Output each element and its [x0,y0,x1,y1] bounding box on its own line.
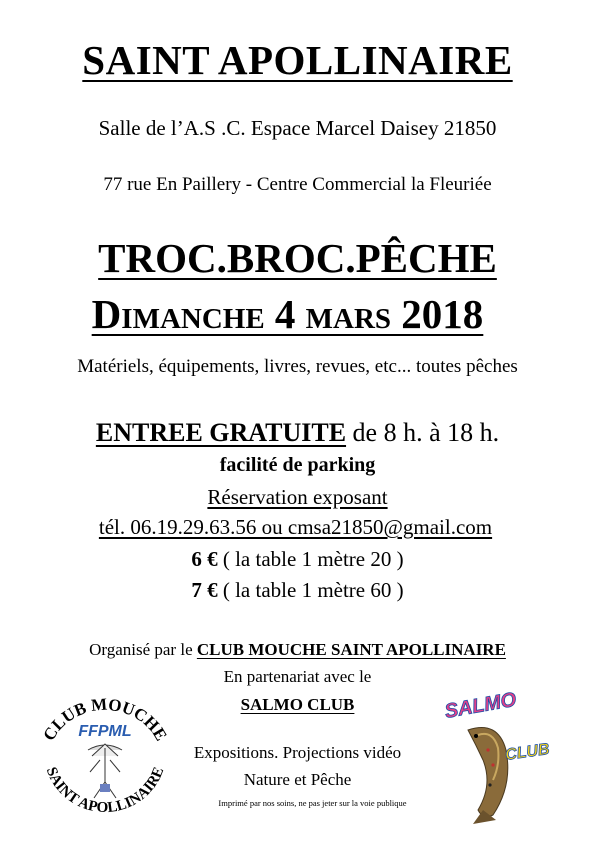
organizer-line [0,640,595,660]
entry-free: ENTREE GRATUITE [95,418,347,447]
entry-hours: de 8 h. à 18 h. [346,418,500,447]
contact-line: tél. 06.19.29.63.56 ou cmsa21850@gmail.com [98,515,493,539]
venue-line-2: 77 rue En Paillery - Centre Commercial la Fleuriée [103,174,492,195]
imprint-note: Imprimé par nos soins, ne pas jeter sur la voie publique [218,798,407,808]
organizer-prefix: Organisé par le [89,640,197,659]
event-name: TROC.BROC.PÊCHE [98,235,497,281]
price-1-amount: 6 € [191,547,218,571]
club-mouche-logo [30,690,180,820]
event-items: Matériels, équipements, livres, revues, etc... toutes pêches [77,356,518,377]
organizer-name: CLUB MOUCHE SAINT APOLLINAIRE [196,640,506,659]
logo-left-top-text: CLUB MOUCHE [39,694,171,744]
price-line-1 [0,547,595,572]
price-1-detail: ( la table 1 mètre 20 ) [217,547,404,571]
price-line-2 [0,578,595,603]
page-title: SAINT APOLLINAIRE [82,37,513,83]
price-2-amount: 7 € [191,578,218,602]
partnership-line: En partenariat avec le [223,667,372,686]
event-date: Dimanche 4 mars 2018 [91,291,484,337]
salmo-club-logo [438,690,568,830]
small-emblem-icon [100,784,110,792]
exhibitions-line: Expositions. Projections vidéo [193,743,402,762]
club-mouche-logo-svg [30,690,180,820]
parking-note: facilité de parking [219,454,376,476]
club-text: CLUB [504,740,551,764]
partner-name: SALMO CLUB [240,695,355,714]
ffpml-text: FFPML [78,723,132,740]
reservation-label: Réservation exposant [207,485,388,509]
venue-line-1: Salle de l’A.S .C. Espace Marcel Daisey 21850 [98,116,497,140]
theme-line: Nature et Pêche [243,770,352,789]
salmo-club-logo-svg [438,690,568,830]
salmo-text: SALMO [443,690,518,723]
trout-icon [468,728,508,825]
price-2-detail: ( la table 1 mètre 60 ) [217,578,404,602]
entry-line [0,418,595,448]
logo-left-bottom-text: SAINT APOLLINAIRE [42,764,168,817]
